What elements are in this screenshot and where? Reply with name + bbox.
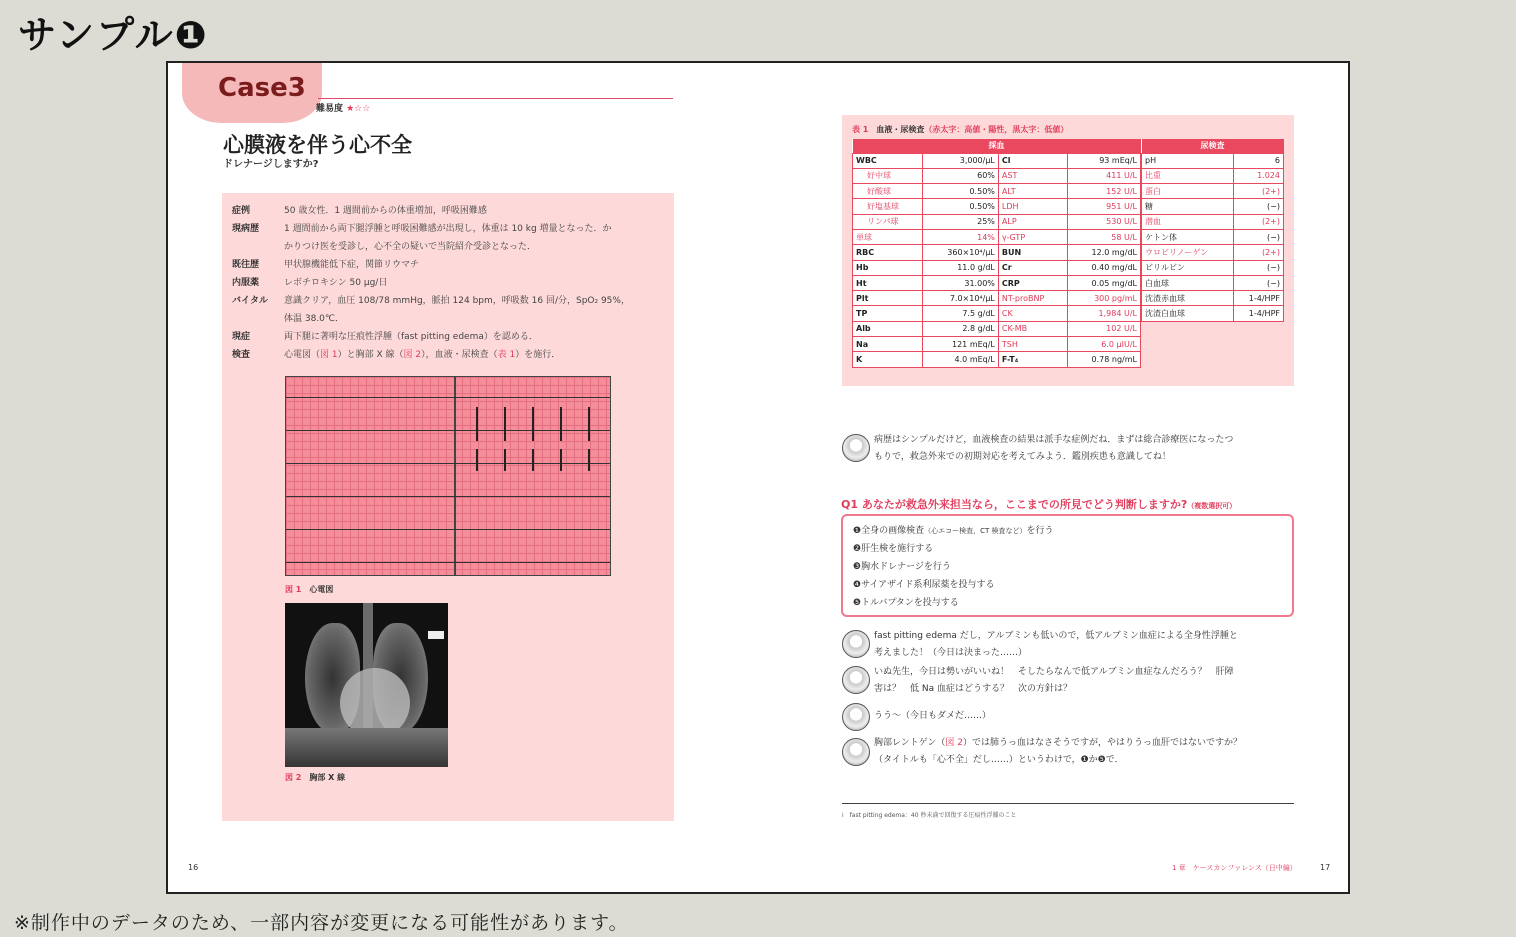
xray-marker: [428, 631, 444, 639]
table-cell: 300 pg/mL: [1067, 291, 1140, 306]
dialog-3: うう～（今日もダメだ……）: [874, 711, 992, 721]
dialog-line: 胸部レントゲン（図 2）では肺うっ血はなさそうですが，やはりうっ血肝ではないですか？: [874, 738, 1243, 748]
table-row: [1142, 275, 1284, 290]
dialog-line: もりで，救急外来での初期対応を考えてみよう．鑑別疾患も意識してね！: [874, 452, 1171, 462]
table-row: [853, 352, 1141, 367]
table-cell: Alb: [853, 321, 923, 336]
dialog-1: [874, 628, 1238, 662]
table-cell: 6.0 μIU/L: [1067, 337, 1140, 352]
table-cell: 好酸球: [853, 184, 923, 199]
blood-header: 採血: [853, 139, 1141, 153]
table-cell: 7.5 g/dL: [922, 306, 998, 321]
teacher-avatar: [842, 434, 870, 462]
disclaimer-note: ※制作中のデータのため、一部内容が変更になる可能性があります。: [14, 912, 629, 934]
table-cell: 7.0×10⁴/μL: [922, 291, 998, 306]
option-item[interactable]: ❶全身の画像検査（心エコー検査，CT 検査など）を行う: [853, 526, 1054, 536]
table-cell: 0.50%: [922, 184, 998, 199]
table-cell: pH: [1142, 153, 1234, 168]
table-cell: 11.0 g/dL: [922, 260, 998, 275]
info-tests: [232, 346, 560, 364]
ecg-spike: [476, 449, 478, 471]
table-cell: 好中球: [853, 168, 923, 183]
ecg-spike: [504, 449, 506, 471]
case-badge: [182, 63, 322, 123]
table-cell: 0.05 mg/dL: [1067, 275, 1140, 290]
urine-header: 尿検査: [1142, 139, 1284, 153]
table-cell: 14%: [922, 229, 998, 244]
ecg-spike: [476, 407, 478, 441]
table-cell: AST: [998, 168, 1067, 183]
table-cell: 60%: [922, 168, 998, 183]
table-row: [1142, 153, 1284, 168]
info-value: 1 週間前から両下腿浮腫と呼吸困難感が出現し，体重は 10 kg 増量となった．か: [284, 224, 612, 234]
table-cell: 0.40 mg/dL: [1067, 260, 1140, 275]
info-value: かりつけ医を受診し，心不全の疑いで当院紹介受診となった．: [284, 242, 537, 252]
info-label: バイタル: [232, 296, 269, 306]
table-cell: (−): [1233, 199, 1283, 214]
figure-title: 胸部 X 線: [309, 773, 346, 782]
table-cell: (−): [1233, 229, 1283, 244]
table-row: [1142, 214, 1284, 229]
case-subtitle: ドレナージしますか?: [223, 159, 319, 170]
table-row: [853, 321, 1141, 336]
table-cell: リンパ球: [853, 214, 923, 229]
student-avatar: [842, 738, 870, 766]
table-row: [853, 337, 1141, 352]
info-value: レボチロキシン 50 μg/日: [284, 278, 388, 288]
table-cell: 102 U/L: [1067, 321, 1140, 336]
dialog-2: [874, 664, 1234, 698]
table-cell: TP: [853, 306, 923, 321]
table-cell: CRP: [998, 275, 1067, 290]
option-item[interactable]: ❺トルバプタンを投与する: [853, 598, 959, 608]
page-number-right: 17: [1320, 863, 1331, 872]
dialog-line: 害は？ 低 Na 血症はどうする？ 次の方針は？: [874, 684, 1072, 694]
table-row: [853, 245, 1141, 260]
footnote-rule: [842, 803, 1294, 804]
table-cell: 1-4/HPF: [1233, 291, 1283, 306]
table-cell: 25%: [922, 214, 998, 229]
dialog-line: 考えました！（今日は決まった……）: [874, 648, 1028, 658]
table-cell: 58 U/L: [1067, 229, 1140, 244]
case-info-box: [222, 193, 674, 821]
table-cell: 沈渣白血球: [1142, 306, 1234, 321]
table-cell: NT-proBNP: [998, 291, 1067, 306]
info-pmh: [232, 256, 419, 274]
info-case: [232, 202, 487, 220]
table-cell: Ht: [853, 275, 923, 290]
dialog-line: 病歴はシンプルだけど，血液検査の結果は派手な症例だね．まずは総合診療医になったつ: [874, 435, 1234, 445]
table-cell: 1,984 U/L: [1067, 306, 1140, 321]
table-row: [1142, 168, 1284, 183]
ecg-lead: [286, 562, 610, 563]
figure-caption-2: [285, 772, 345, 783]
case-label: Case3: [218, 73, 306, 103]
table-cell: Cl: [998, 153, 1067, 168]
table-row: [1142, 260, 1284, 275]
figure-title: 心電図: [309, 585, 334, 594]
info-label: 既往歴: [232, 260, 260, 270]
case-title: 心膜液を伴う心不全: [223, 133, 412, 157]
options-box: [841, 514, 1294, 617]
table-cell: 糖: [1142, 199, 1234, 214]
table-cell: 潜血: [1142, 214, 1234, 229]
info-value: 心電図（図 1）と胸部 X 線（図 2），血液・尿検査（表 1）を施行．: [284, 350, 561, 360]
table-cell: CK: [998, 306, 1067, 321]
table-cell: 530 U/L: [1067, 214, 1140, 229]
table-main-title: 血液・尿検査: [876, 125, 925, 134]
info-value: 意識クリア，血圧 108/78 mmHg，脈拍 124 bpm，呼吸数 16 回/分，SpO₂ 95%，: [284, 296, 630, 306]
info-value: 両下腿に著明な圧痕性浮腫（fast pitting edema）を認める．: [284, 332, 538, 342]
table-cell: γ-GTP: [998, 229, 1067, 244]
figure-caption-1: [285, 584, 333, 595]
table-cell: TSH: [998, 337, 1067, 352]
ecg-spike: [588, 407, 590, 441]
resident-avatar: [842, 630, 870, 658]
ecg-spike: [532, 407, 534, 441]
lab-table-panel: [842, 115, 1294, 386]
difficulty-label: 難易度: [316, 104, 344, 114]
table-cell: (−): [1233, 275, 1283, 290]
info-hpi: [232, 220, 612, 238]
ecg-spike: [560, 407, 562, 441]
table-row: [853, 275, 1141, 290]
table-row: [853, 214, 1141, 229]
ecg-spike: [532, 449, 534, 471]
ecg-spike: [588, 449, 590, 471]
xray-abdomen: [285, 728, 448, 767]
urine-test-table: [1141, 139, 1284, 322]
dialog-intro: [874, 432, 1233, 466]
option-item[interactable]: ❸胸水ドレナージを行う: [853, 562, 951, 572]
table-cell: 0.78 ng/mL: [1067, 352, 1140, 367]
table-cell: 411 U/L: [1067, 168, 1140, 183]
figure-reference[interactable]: 図 2: [945, 738, 964, 748]
difficulty-stars: ★☆☆: [346, 104, 371, 114]
table-cell: 1-4/HPF: [1233, 306, 1283, 321]
table-number: 表 1: [852, 125, 869, 134]
table-cell: 360×10⁴/μL: [922, 245, 998, 260]
table-cell: 12.0 mg/dL: [1067, 245, 1140, 260]
table-cell: 好塩基球: [853, 199, 923, 214]
table-cell: ALT: [998, 184, 1067, 199]
table-cell: CK-MB: [998, 321, 1067, 336]
table-cell: (2+): [1233, 245, 1283, 260]
question-note: （複数選択可）: [1187, 502, 1237, 510]
table-row: [853, 199, 1141, 214]
table-cell: 蛋白: [1142, 184, 1234, 199]
table-cell: 比重: [1142, 168, 1234, 183]
table-cell: 951 U/L: [1067, 199, 1140, 214]
chest-xray-image: [285, 603, 448, 767]
table-cell: Cr: [998, 260, 1067, 275]
table-cell: 6: [1233, 153, 1283, 168]
table-row: [853, 229, 1141, 244]
table-cell: Na: [853, 337, 923, 352]
header-rule: [318, 98, 673, 99]
table-cell: (2+): [1233, 184, 1283, 199]
table-cell: 121 mEq/L: [922, 337, 998, 352]
info-value: 甲状腺機能低下症，関節リウマチ: [284, 260, 420, 270]
question-text: Q1 あなたが救急外来担当なら，ここまでの所見でどう判断しますか?: [841, 498, 1188, 511]
table-cell: BUN: [998, 245, 1067, 260]
table-cell: K: [853, 352, 923, 367]
table-cell: Plt: [853, 291, 923, 306]
table-cell: RBC: [853, 245, 923, 260]
info-label: 検査: [232, 350, 251, 360]
table-cell: (2+): [1233, 214, 1283, 229]
table-cell: 152 U/L: [1067, 184, 1140, 199]
page-number-left: 16: [188, 863, 199, 872]
table-cell: Hb: [853, 260, 923, 275]
info-value: 体温 38.0℃．: [284, 314, 345, 324]
table-row: [853, 153, 1141, 168]
table-row: [853, 168, 1141, 183]
table-cell: LDH: [998, 199, 1067, 214]
option-item[interactable]: ❷肝生検を施行する: [853, 544, 934, 554]
table-cell: ビリルビン: [1142, 260, 1234, 275]
table-row: [853, 184, 1141, 199]
info-label: 症例: [232, 206, 251, 216]
table-row: [853, 306, 1141, 321]
info-vitals: [232, 292, 630, 310]
option-item[interactable]: ❹サイアザイド系利尿薬を投与する: [853, 580, 995, 590]
table-cell: ウロビリノーゲン: [1142, 245, 1234, 260]
dialog-line: fast pitting edema だし，アルブミンも低いので，低アルブミン血症による全身性浮腫と: [874, 631, 1238, 641]
table-cell: (−): [1233, 260, 1283, 275]
figure-number: 図 2: [285, 773, 302, 782]
info-value: 50 歳女性．1 週間前からの体重増加，呼吸困難感: [284, 206, 487, 216]
table-cell: 2.8 g/dL: [922, 321, 998, 336]
dialog-line: （タイトルも「心不全」だし……）というわけで，❶か❺で．: [874, 755, 1124, 765]
figure-reference[interactable]: 図 2: [403, 350, 422, 360]
table-row: [1142, 199, 1284, 214]
table-row: [1142, 184, 1284, 199]
table-note: （赤太字：高値・陽性，黒太字：低値）: [924, 125, 1069, 134]
footnote-definition: i fast pitting edema：40 秒未満で回復する圧痕性浮腫のこと: [842, 812, 1017, 819]
table-reference[interactable]: 表 1: [497, 350, 516, 360]
table-cell: 0.50%: [922, 199, 998, 214]
table-cell: F-T₄: [998, 352, 1067, 367]
ecg-lead: [286, 529, 610, 530]
teacher-avatar: [842, 666, 870, 694]
table-cell: WBC: [853, 153, 923, 168]
table-row: [1142, 291, 1284, 306]
info-label: 現病歴: [232, 224, 260, 234]
info-label: 現症: [232, 332, 251, 342]
ecg-spike: [560, 449, 562, 471]
table-cell: 31.00%: [922, 275, 998, 290]
book-spread: [166, 61, 1350, 894]
dialog-4: [874, 735, 1242, 769]
ecg-lead: [286, 397, 610, 398]
table-cell: 1.024: [1233, 168, 1283, 183]
table-row: [853, 291, 1141, 306]
info-meds: [232, 274, 387, 292]
table-cell: 4.0 mEq/L: [922, 352, 998, 367]
table-row: [1142, 229, 1284, 244]
info-exam: [232, 328, 538, 346]
table-cell: 3,000/μL: [922, 153, 998, 168]
ecg-lead: [286, 496, 610, 497]
figure-number: 図 1: [285, 585, 302, 594]
ecg-divider: [454, 377, 456, 575]
table-cell: 白血球: [1142, 275, 1234, 290]
question-title: [841, 496, 1236, 512]
resident-avatar: [842, 703, 870, 731]
table-row: [1142, 245, 1284, 260]
table-cell: 沈渣赤血球: [1142, 291, 1234, 306]
table-cell: 93 mEq/L: [1067, 153, 1140, 168]
chapter-footer: 1 章 ケースカンファレンス（日中編）: [1172, 864, 1297, 872]
ecg-image: [285, 376, 611, 576]
page-heading: サンプル❶: [18, 13, 209, 57]
figure-reference[interactable]: 図 1: [320, 350, 338, 360]
table-cell: ALP: [998, 214, 1067, 229]
blood-test-table: [852, 139, 1141, 368]
dialog-line: いぬ先生，今日は勢いがいいね！ そしたらなんで低アルブミン血症なんだろう？ 肝障: [874, 667, 1234, 677]
table-cell: ケトン体: [1142, 229, 1234, 244]
table-row: [1142, 306, 1284, 321]
table-cell: 単球: [853, 229, 923, 244]
difficulty: [316, 101, 370, 114]
info-label: 内服薬: [232, 278, 260, 288]
table-row: [853, 260, 1141, 275]
ecg-spike: [504, 407, 506, 441]
table-title: [852, 124, 1068, 135]
